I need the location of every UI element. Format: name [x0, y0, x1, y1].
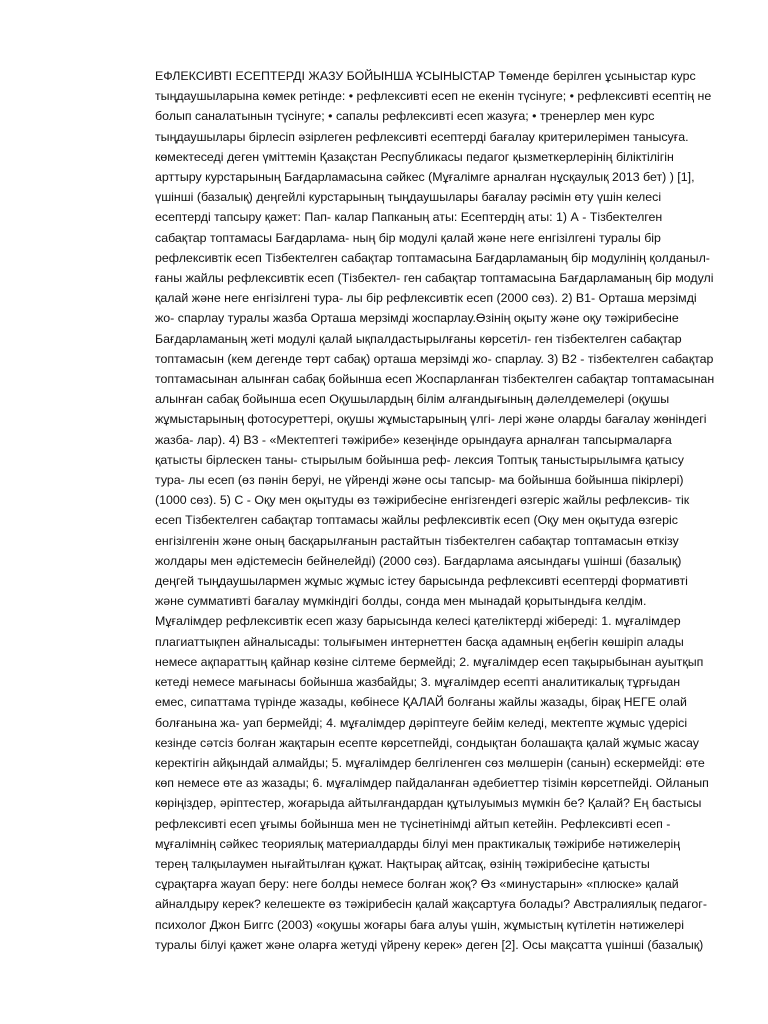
document-page: [155, 66, 715, 966]
document-body-text: ЕФЛЕКСИВТІ ЕСЕПТЕРДІ ЖАЗУ БОЙЫНША ҰСЫНЫСТАР Төменде берілген ұсыныстар курс тыңдаушыларына көмек ретінде: • рефлексивті есеп не екенін түсінуге; • рефлексивті есептің не болып саналатынын түсінуге; • сапалы рефлексивті есеп жазуға; • тренерлер мен курс тыңдаушылары бірлесіп әзірлеген рефлексивті есептерді бағалау критерилерімен танысуға. көмектеседі деген үміттемін Қазақстан Республикасы педагог қызметкерлерінің біліктілігін арттыру курстарының Бағдарламасына сәйкес (Мұғалімге арналған нұсқаулық 2013 бет) ) [1], үшінші (базалық) деңгейлі курстарының тыңдаушылары бағалау рәсімін өту үшін келесі есептерді тапсыру қажет: Пап- калар Папканың аты: Есептердің аты: 1) А - Тізбектелген сабақтар топтамасы Бағдарлама- ның бір модулі қалай және неге енгізілгені туралы бір рефлексивтік есеп Тізбектелген сабақтар топтамасына Бағдарламаның бір модулінің қолданыл- ғаны жайлы рефлексивтік есеп (Тізбектел- ген сабақтар топтамасына Бағдарламаның бір модулі қалай және неге енгізілгені тура- лы бір рефлексивтік есеп (2000 сөз). 2) В1- Орташа мерзімді жо- спарлау туралы жазба Орташа мерзімді жоспарлау.Өзінің оқыту және оқу тәжірибесіне Бағдарламаның жеті модулі қалай ықпалдастырылғаны көрсетіл- ген тізбектелген сабақтар топтамасын (кем дегенде төрт сабақ) орташа мерзімді жо- спарлау. 3) В2 - тізбектелген сабақтар топтамасынан алынған сабақ бойынша есеп Жоспарланған тізбектелген сабақтар топтамасынан алынған сабақ бойынша есеп Оқушылардың білім алғандығының дәлелдемелері (оқушы жұмыстарының фотосуреттері, оқушы жұмыстарының үлгі- лері және оларды бағалау жөніндегі жазба- лар). 4) В3 - «Мектептегі тәжірибе» кезеңінде орындауға арналған тапсырмаларға қатысты бірлескен таны- стырылым бойынша реф- лексия Топтық таныстырылымға қатысу тура- лы есеп (өз пәнін беруі, не үйренді және осы тапсыр- ма бойынша бойынша пікірлері) (1000 сөз). 5) С - Оқу мен оқытуды өз тәжірибесіне енгізгендегі өзгеріс жайлы рефлексив- тік есеп Тізбектелген сабақтар топтамасы жайлы рефлексивтік есеп (Оқу мен оқытуда өзгеріс енгізілгенін және оның басқарылғанын растайтын тізбектелген сабақтар топтамасын өткізу жолдары мен әдістемесін бейнелейді) (2000 сөз). Бағдарлама аясындағы үшінші (базалық) деңгей тыңдаушылармен жұмыс жұмыс істеу барысында рефлексивті есептерді формативті және суммативті бағалау мүмкіндігі болды, сонда мен мынадай қорытындыға келдім. Мұғалімдер рефлексивтік есеп жазу барысында келесі қателіктерді жібереді: 1. мұғалімдер плагиаттықпен айналысады: толығымен интернеттен басқа адамның еңбегін көшіріп алады немесе ақпараттың қайнар көзіне сілтеме бермейді; 2. мұғалімдер есеп тақырыбынан ауытқып кетеді немесе мағынасы бойынша жазбайды; 3. мұғалімдер есепті аналитикалық тұрғыдан емес, сипаттама түрінде жазады, көбінесе ҚАЛАЙ болғаны жайлы жазады, бірақ НЕГЕ олай болғанына жа- уап бермейді; 4. мұғалімдер дәріптеуге бейім келеді, мектепте жұмыс үдерісі кезінде сәтсіз болған жақтарын есепте көрсетпейді, сондықтан болашақта қалай жұмыс жасау керектігін айқындай алмайды; 5. мұғалімдер белгіленген сөз мөлшерін (санын) ескермейді: өте көп немесе өте аз жазады; 6. мұғалімдер пайдаланған әдебиеттер тізімін көрсетпейді. Ойланып көріңіздер, әріптестер, жоғарыда айтылғандардан құтылуымыз мүмкін бе? Қалай? Ең бастысы рефлексивті есеп ұғымы бойынша мен не түсінетінімді айтып кетейін. Рефлексивті есеп - мұғалімнің сәйкес теориялық материалдарды білуі мен практикалық тәжірибе нәтижелерің терең талқылаумен нығайтылған құжат. Нақтырақ айтсақ, өзінің тәжірибесіне қатысты сұрақтарға жауап беру: неге болды немесе болған жоқ? Өз «минустарын» «плюске» қалай айналдыру керек? келешекте өз тәжірибесін қалай жақсартуға болады? Австралиялық педагог-психолог Джон Биггс (2003) «оқушы жоғары баға алуы үшін, жұмыстың күтілетін нәтижелері туралы білуі қажет және оларға жетуді үйрену керек» деген [2]. Осы мақсатта үшінші (базалық): [155, 69, 715, 952]
